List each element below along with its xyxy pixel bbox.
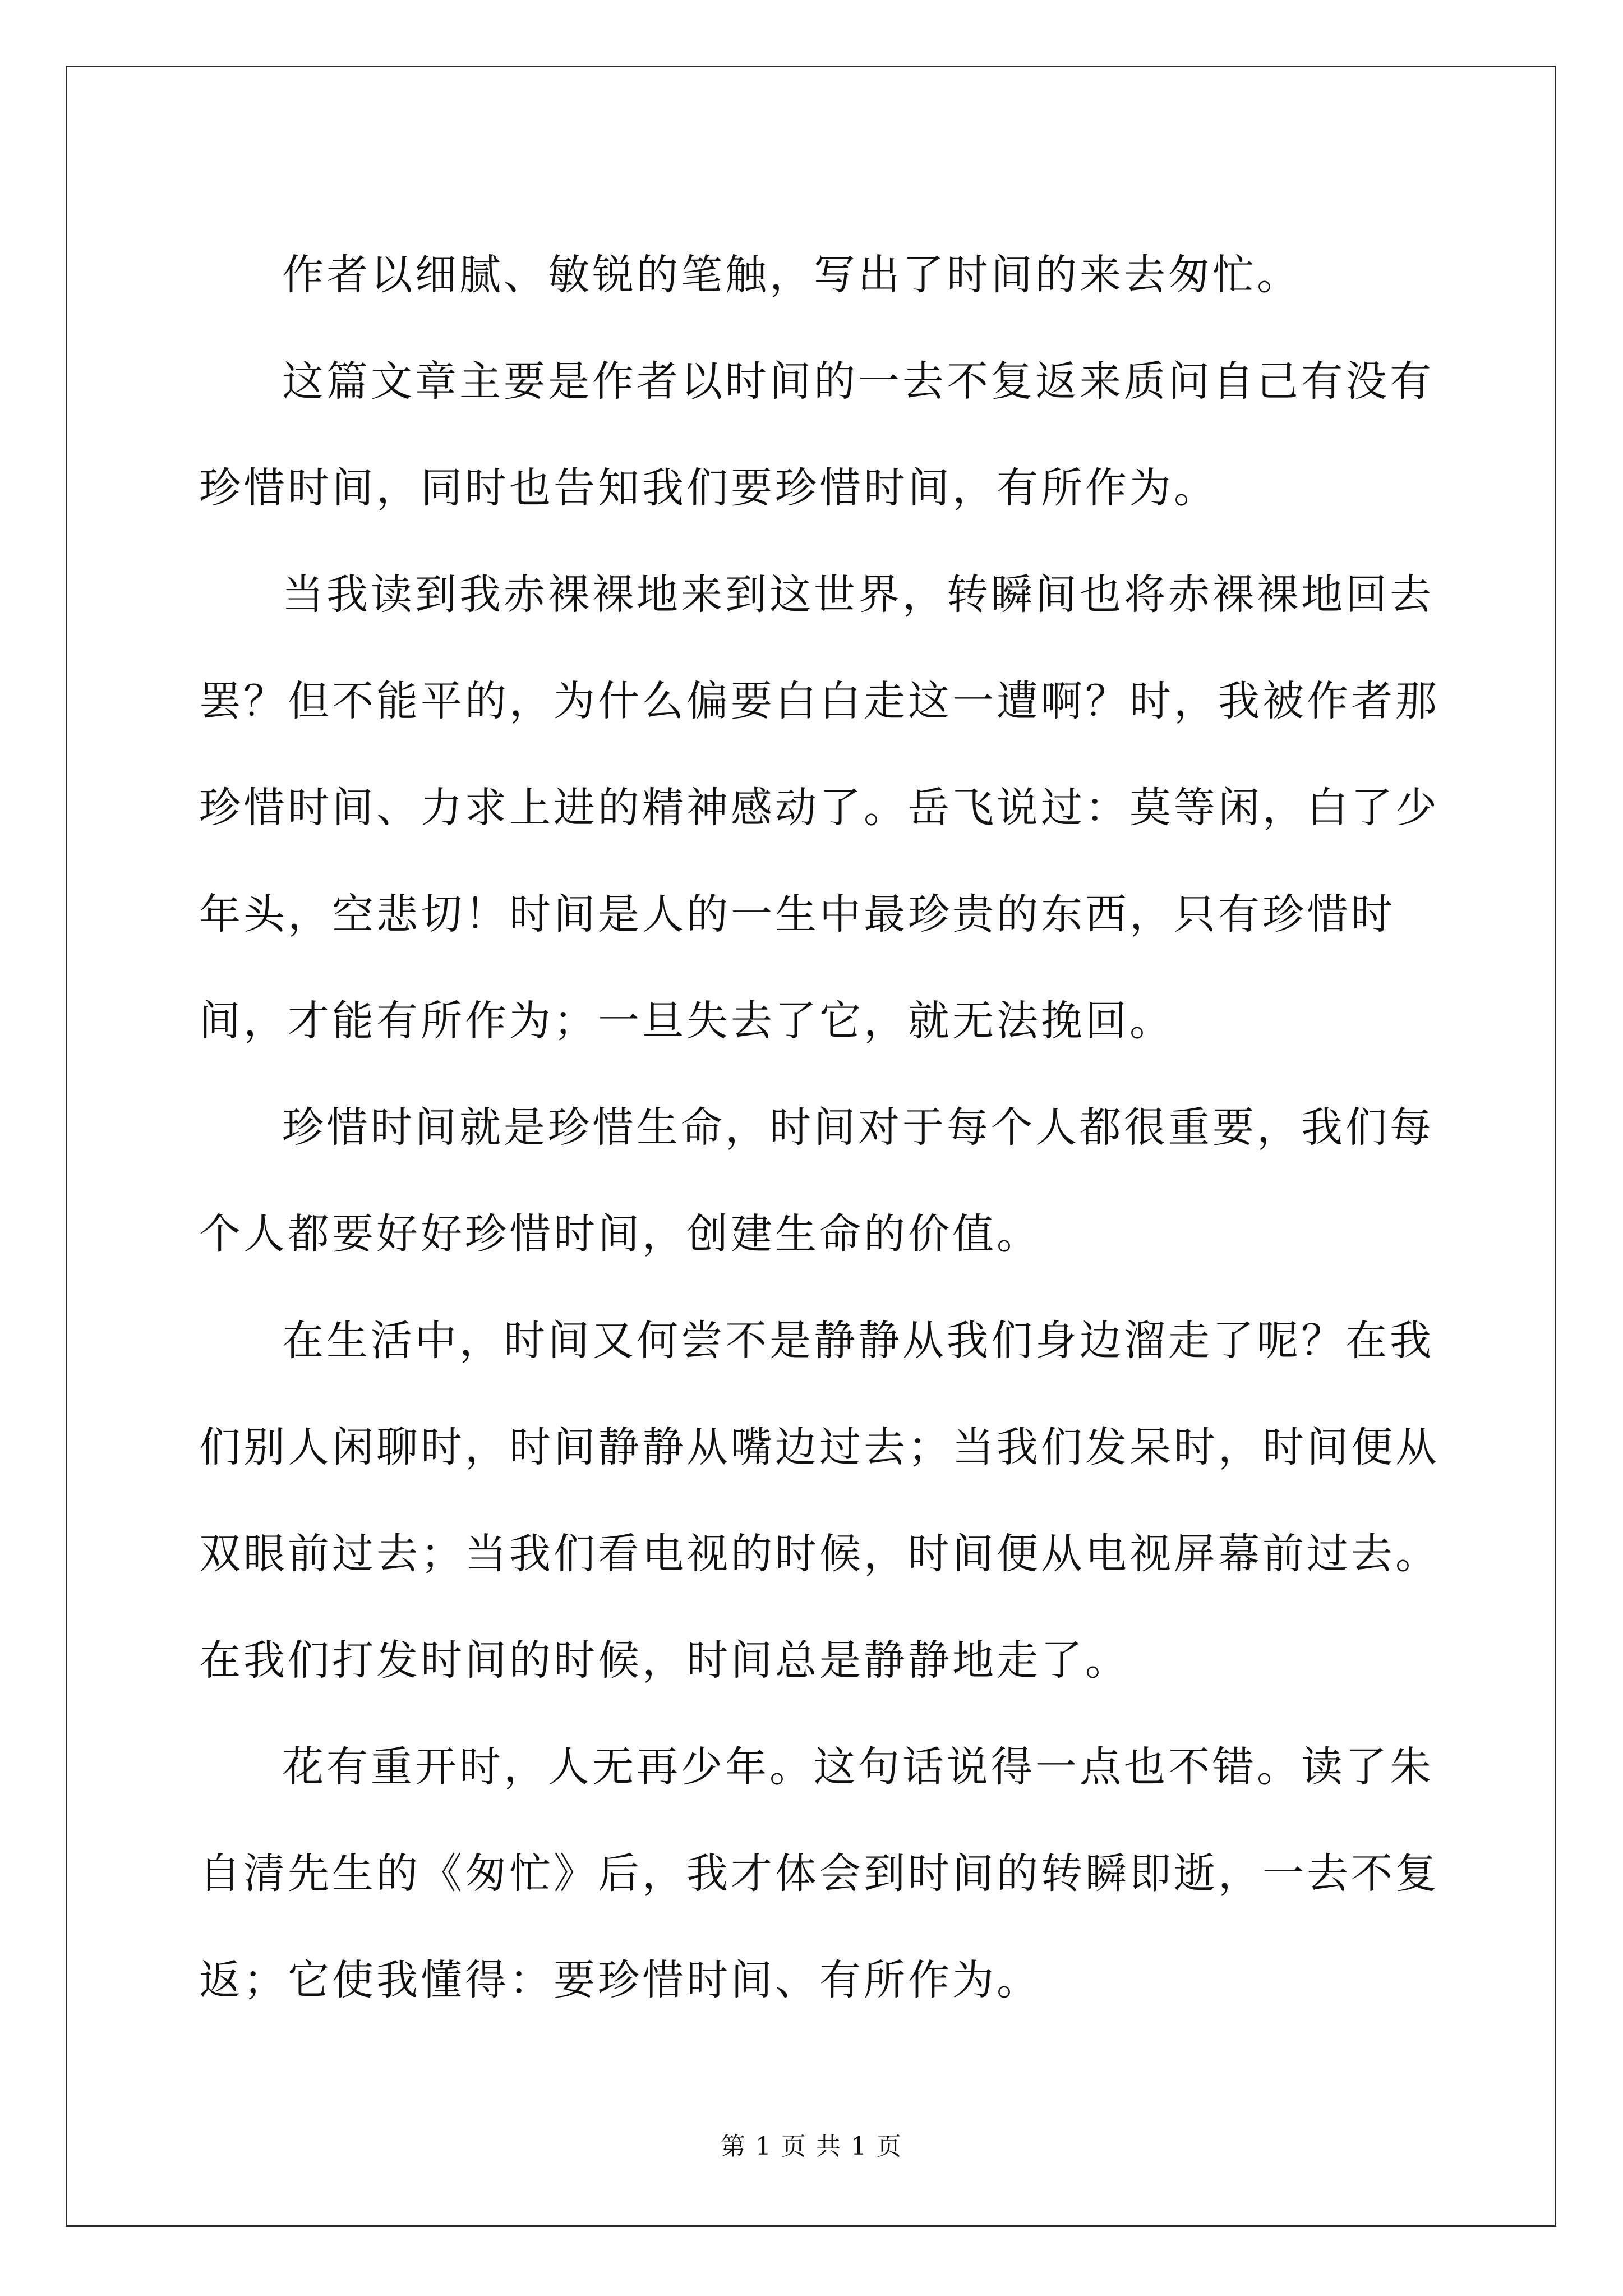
paragraph-3: 当我读到我赤裸裸地来到这世界，转瞬间也将赤裸裸地回去罢？但不能平的，为什么偏要白白走这一遭啊？时，我被作者那珍惜时间、力求上进的精神感动了。岳飞说过：莫等闲，白了少年头，空悲切！时间是人的一生中最珍贵的东西，只有珍惜时间，才能有所作为；一旦失去了它，就无法挽回。 (199, 570, 1440, 1045)
page-footer: 第 1 页 共 1 页 (721, 2132, 902, 2161)
paragraph-4: 珍惜时间就是珍惜生命，时间对于每个人都很重要，我们每个人都要好好珍惜时间，创建生命的价值。 (199, 1103, 1434, 1258)
paragraph-5: 在生活中，时间又何尝不是静静从我们身边溜走了呢？在我们别人闲聊时，时间静静从嘴边过去；当我们发呆时，时间便从双眼前过去；当我们看电视的时候，时间便从电视屏幕前过去。在我们打发时间的时候，时间总是静静地走了。 (199, 1317, 1440, 1685)
document-body (199, 222, 1467, 2033)
paragraph-1: 作者以细腻、敏锐的笔触，写出了时间的来去匆忙。 (282, 251, 1301, 299)
paragraph-2: 这篇文章主要是作者以时间的一去不复返来质问自己有没有珍惜时间，同时也告知我们要珍惜时间，有所作为。 (199, 357, 1434, 512)
paragraph-6: 花有重开时，人无再少年。这句话说得一点也不错。读了朱自清先生的《匆忙》后，我才体会到时间的转瞬即逝，一去不复返；它使我懂得：要珍惜时间、有所作为。 (199, 1743, 1440, 2004)
